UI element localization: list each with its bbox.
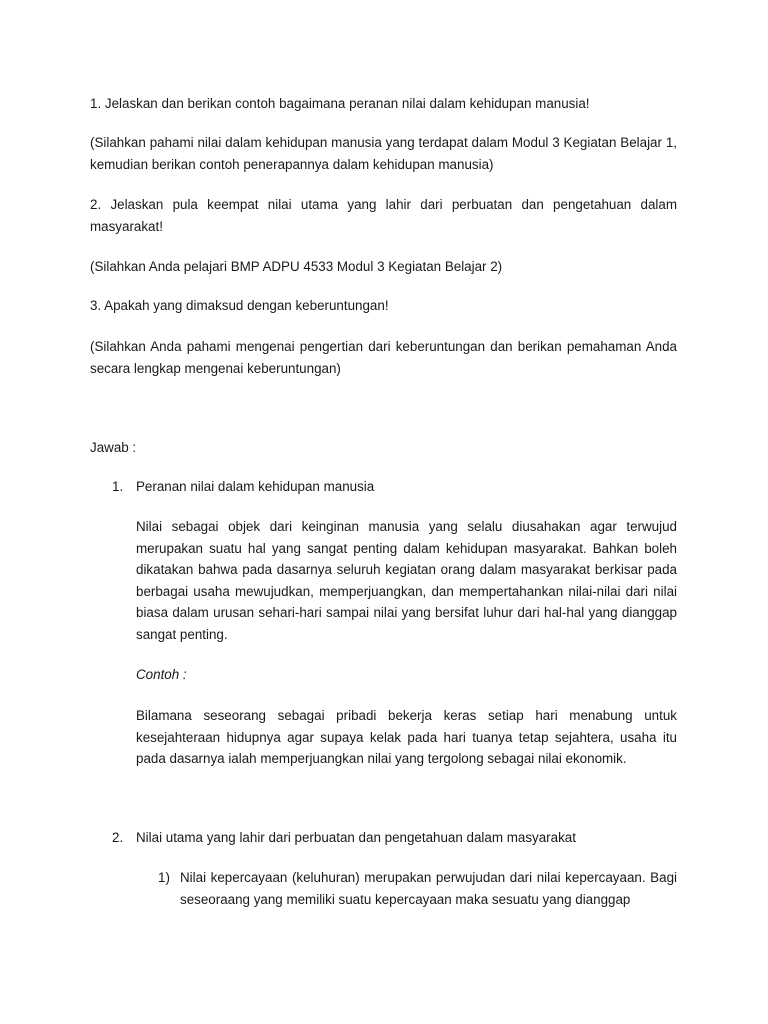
subitem-1-number: 1) [158, 870, 170, 885]
subitem-1-text: Nilai kepercayaan (keluhuran) merupakan perwujudan dari nilai kepercayaan. Bagi seseoraang yang memiliki suatu kepercayaan maka sesuatu yang dianggap [180, 870, 677, 907]
answer-label: Jawab : [90, 440, 137, 455]
answer-1-paragraph: Nilai sebagai objek dari keinginan manusia yang selalu diusahakan agar terwujud merupakan suatu hal yang sangat penting dalam kehidupan masyarakat. Bahkan boleh dikatakan bahwa pada dasarnya seluruh kegiatan orang dalam masyarakat berkisar pada berbagai usaha mewujudkan, memperjuangkan, dan mempertahankan nilai-nilai dari nilai biasa dalam urusan sehari-hari sampai nilai yang bersifat luhur dari hal-hal yang dianggap sangat penting. [136, 519, 677, 642]
answer-1-number: 1. [112, 479, 124, 494]
answer-2-title: Nilai utama yang lahir dari perbuatan dan pengetahuan dalam masyarakat [136, 830, 576, 845]
answer-1-title: Peranan nilai dalam kehidupan manusia [136, 479, 375, 494]
question-3-hint: (Silahkan Anda pahami mengenai pengertian dari keberuntungan dan berikan pemahaman Anda secara lengkap mengenai keberuntungan) [90, 339, 677, 376]
answer-2-number: 2. [112, 830, 124, 845]
answer-1-example-label: Contoh : [136, 667, 187, 682]
question-2: 2. Jelaskan pula keempat nilai utama yang lahir dari perbuatan dan pengetahuan dalam masyarakat! [90, 197, 677, 234]
question-3: 3. Apakah yang dimaksud dengan keberuntungan! [90, 298, 389, 313]
question-2-hint: (Silahkan Anda pelajari BMP ADPU 4533 Modul 3 Kegiatan Belajar 2) [90, 259, 503, 274]
question-1-hint: (Silahkan pahami nilai dalam kehidupan manusia yang terdapat dalam Modul 3 Kegiatan Belajar 1, kemudian berikan contoh penerapannya dalam kehidupan manusia) [90, 135, 677, 172]
question-1: 1. Jelaskan dan berikan contoh bagaimana peranan nilai dalam kehidupan manusia! [90, 96, 590, 111]
answer-1-example: Bilamana seseorang sebagai pribadi bekerja keras setiap hari menabung untuk kesejahteraan hidupnya agar supaya kelak pada hari tuanya tetap sejahtera, usaha itu pada dasarnya ialah memperjuangkan nilai yang tergolong sebagai nilai ekonomik. [136, 708, 677, 766]
